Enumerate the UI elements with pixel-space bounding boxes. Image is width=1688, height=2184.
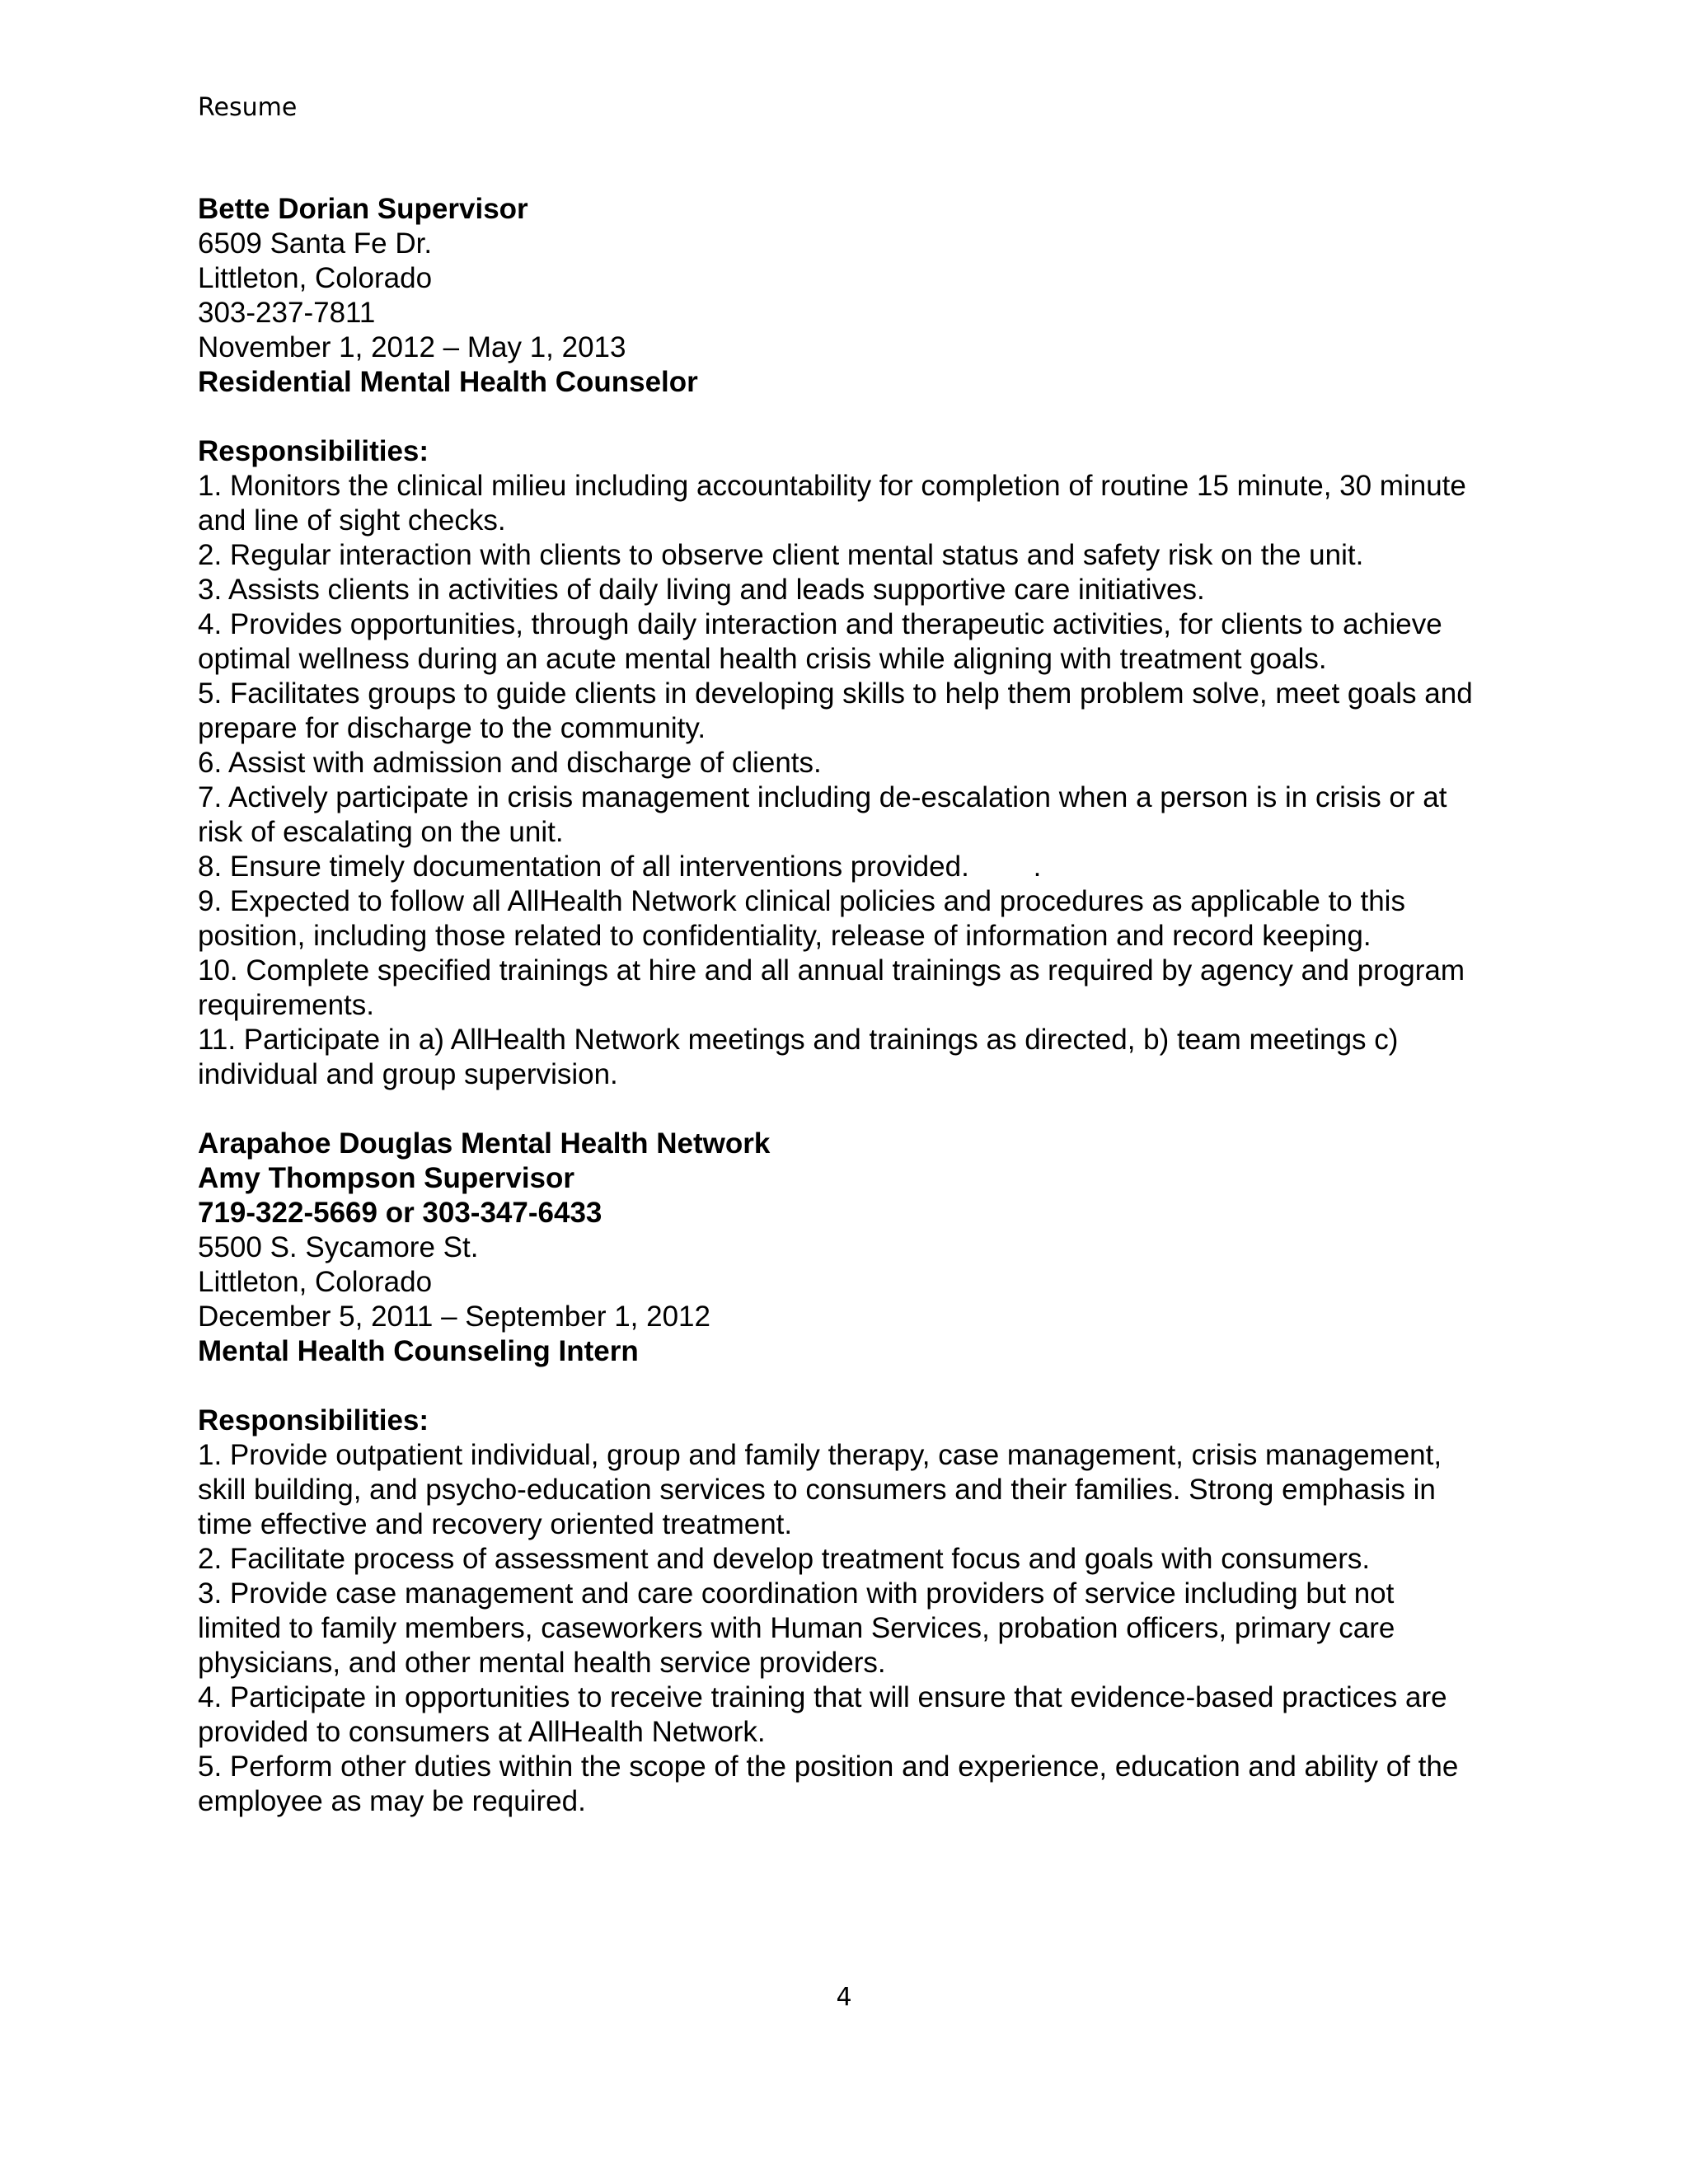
- responsibility-item: 4. Provides opportunities, through daily interaction and therapeutic activities, for clients to achieve optimal wellness during an acute mental health crisis while aligning with treatment goals.: [198, 608, 1442, 675]
- job-entry: [198, 1127, 1484, 1819]
- responsibility-item: 3. Provide case management and care coordination with providers of service including but not limited to family members, caseworkers with Human Services, probation officers, primary care physicians, and other mental health service providers.: [198, 1577, 1395, 1679]
- responsibility-item: 1. Monitors the clinical milieu including accountability for completion of routine 15 minute, 30 minute and line of sight checks.: [198, 470, 1466, 537]
- supervisor-name: Amy Thompson Supervisor: [198, 1162, 575, 1194]
- phone-line: 303-237-7811: [198, 297, 376, 329]
- responsibility-item: 7. Actively participate in crisis management including de-escalation when a person is in crisis or at risk of escalating on the unit.: [198, 781, 1447, 848]
- date-range: December 5, 2011 – September 1, 2012: [198, 1301, 710, 1333]
- responsibility-item: 9. Expected to follow all AllHealth Network clinical policies and procedures as applicable to this position, including those related to confidentiality, release of information and record keeping.: [198, 885, 1405, 952]
- city-line: Littleton, Colorado: [198, 1266, 433, 1298]
- city-line: Littleton, Colorado: [198, 262, 433, 294]
- responsibility-item: 3. Assists clients in activities of daily living and leads supportive care initiatives.: [198, 574, 1205, 606]
- responsibility-item: 11. Participate in a) AllHealth Network meetings and trainings as directed, b) team meetings c) individual and group supervision.: [198, 1024, 1399, 1090]
- organization-name: Arapahoe Douglas Mental Health Network: [198, 1127, 771, 1160]
- job-title: Mental Health Counseling Intern: [198, 1335, 639, 1367]
- resume-content: [198, 192, 1484, 1819]
- phone-line: 719-322-5669 or 303-347-6433: [198, 1197, 603, 1229]
- responsibilities-heading: Responsibilities:: [198, 1404, 429, 1436]
- responsibility-item: 5. Perform other duties within the scope of the position and experience, education and ability of the employee as may be required.: [198, 1750, 1459, 1817]
- responsibility-item: 5. Facilitates groups to guide clients in developing skills to help them problem solve, meet goals and prepare for discharge to the community.: [198, 677, 1473, 744]
- supervisor-name: Bette Dorian Supervisor: [198, 193, 528, 225]
- address-line: 5500 S. Sycamore St.: [198, 1231, 479, 1263]
- job-title: Residential Mental Health Counselor: [198, 366, 698, 398]
- date-range: November 1, 2012 – May 1, 2013: [198, 331, 626, 363]
- page-header: Resume: [198, 93, 298, 122]
- responsibility-item: 6. Assist with admission and discharge of clients.: [198, 747, 822, 779]
- responsibility-item: 4. Participate in opportunities to receive training that will ensure that evidence-based practices are provided to consumers at AllHealth Network.: [198, 1681, 1447, 1748]
- address-line: 6509 Santa Fe Dr.: [198, 227, 433, 260]
- responsibility-item: 10. Complete specified trainings at hire and all annual trainings as required by agency and program requirements.: [198, 954, 1465, 1021]
- responsibility-item: 2. Facilitate process of assessment and develop treatment focus and goals with consumers.: [198, 1543, 1371, 1575]
- page-number: 4: [836, 1983, 852, 2012]
- responsibilities-heading: Responsibilities:: [198, 435, 429, 467]
- responsibility-item: 1. Provide outpatient individual, group and family therapy, case management, crisis management, skill building, and psycho-education services to consumers and their families. Strong emphasis in time effective and recovery oriented treatment.: [198, 1439, 1442, 1540]
- job-entry: [198, 192, 1484, 1092]
- responsibility-item: 2. Regular interaction with clients to observe client mental status and safety risk on the unit.: [198, 539, 1364, 571]
- responsibility-item: 8. Ensure timely documentation of all interventions provided. .: [198, 851, 1042, 883]
